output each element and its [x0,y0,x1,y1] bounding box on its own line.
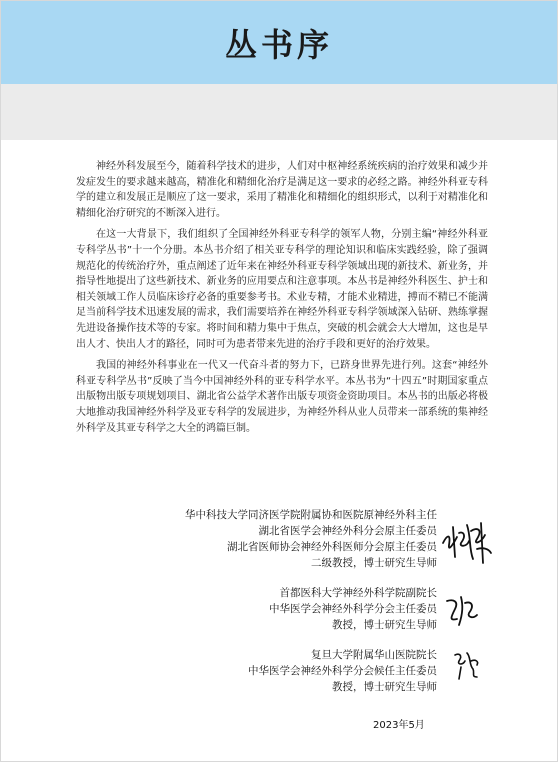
handwritten-signature-1 [437,513,497,569]
signer-title-line: 首都医科大学神经外科学院副院长 [279,587,437,599]
signer-title-line: 教授，博士研究生导师 [332,619,437,631]
paragraph: 我国的神经外科事业在一代又一代奋斗者的努力下，已跻身世界先进行列。这套“神经外科亚专科学丛书”反映了当今中国神经外科的亚专科学水平。本丛书为“十四五”时期国家重点出版物出版专项规划项目、湖北省公益学术著作出版专项资金资助项目。本丛书的出版必将极大地推动我国神经外科学及亚专科学的发展进步，为神经外科从业人员带来一部系统的集神经外科学及其亚专科学之大全的鸿篇巨制。 [76,360,488,434]
signer-2-block [269,585,437,633]
signer-1-block [185,507,437,571]
signer-title-line: 中华医学会神经外科学分会主任委员 [269,603,437,615]
signer-title-line: 教授，博士研究生导师 [332,681,437,693]
paragraph: 神经外科发展至今，随着科学技术的进步，人们对中枢神经系统疾病的治疗效果和减少并发症发生的要求越来越高，精准化和精细化治疗是满足这一要求的必经之路。神经外科亚专科学的建立和发展正是顺应了这一要求，采用了精准化和精细化的组织形式，以利于对精准化和精细化治疗研究的不断深入进行。 [76,161,488,219]
preface-body [76,159,488,442]
preface-date: 2023年5月 [373,720,425,731]
paragraph: 在这一大背景下，我们组织了全国神经外科亚专科学的领军人物，分别主编“神经外科亚专科学丛书”十一个分册。本丛书介绍了相关亚专科学的理论知识和临床实践经验，除了强调规范化的传统治疗外，重点阐述了近年来在神经外科亚专科学领域出现的新技术、新业务，并指导性地提出了这些新技术、新业务的应用要点和注意事项。本丛书是神经外科医生、护士和相关领域工作人员临床诊疗必备的重要参考书。术业专精，才能术业精进，搏而不精已不能满足当前科学技术迅速发展的需求，我们需要培养在神经外科亚专科学领域深入钻研、熟练掌握先进设备操作技术等的专家。将时间和精力集中于焦点，突破的机会就会大大增加，这也是早出人才、快出人才的路径，同时可为患者带来先进的治疗手段和更好的治疗效果。 [76,229,488,350]
handwritten-signature-2 [441,591,481,629]
signer-title-line: 华中科技大学同济医学院附属协和医院原神经外科主任 [185,509,437,521]
title-banner [1,1,557,84]
signer-title-line: 中华医学会神经外科学分会候任主任委员 [248,665,437,677]
handwritten-signature-3 [449,647,483,683]
signer-3-block [248,647,437,695]
signer-title-line: 湖北省医师协会神经外科医师分会原主任委员 [227,541,437,553]
header-divider-band [1,84,557,140]
page-title: 丛书序 [224,25,333,64]
signer-title-line: 复旦大学附属华山医院院长 [311,649,437,661]
signer-title-line: 湖北省医学会神经外科分会原主任委员 [258,525,437,537]
signer-title-line: 二级教授，博士研究生导师 [311,557,437,569]
